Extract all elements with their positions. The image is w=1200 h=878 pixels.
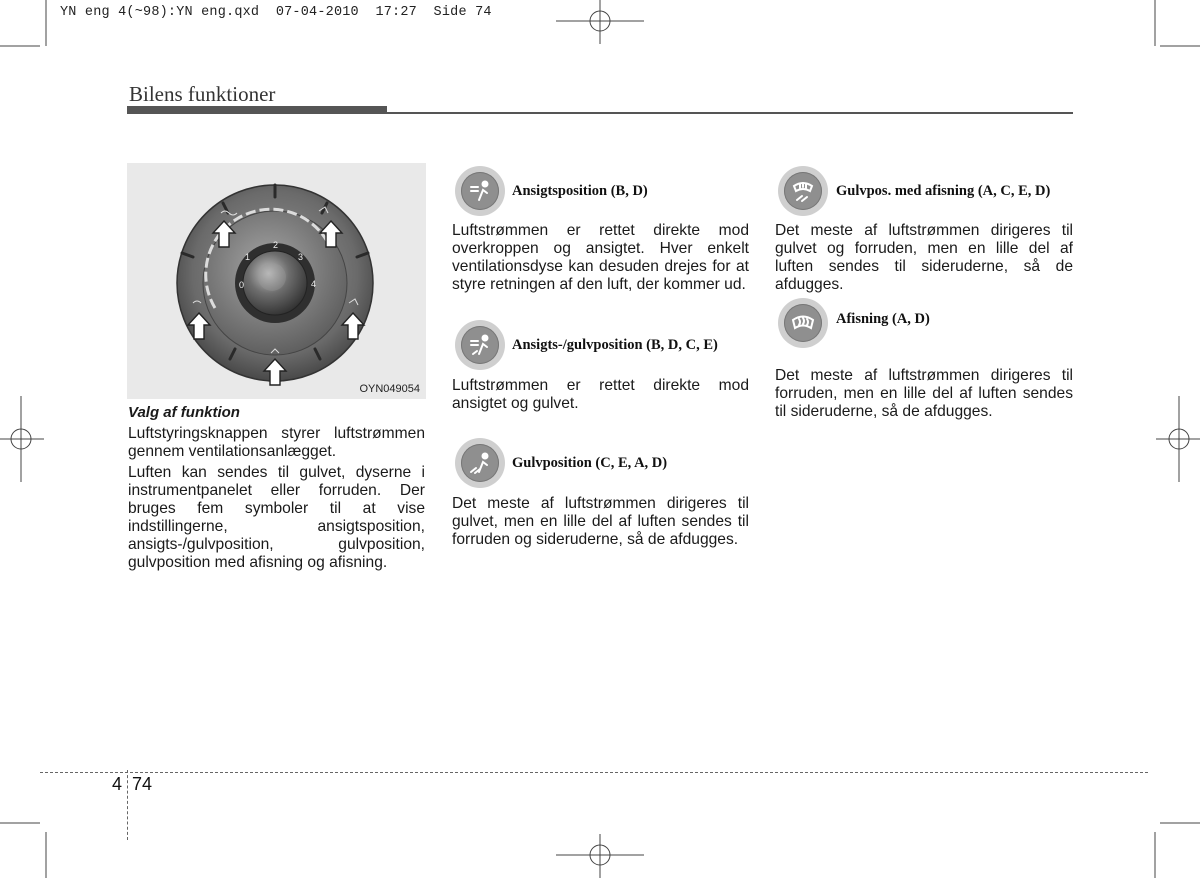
dial-number-2: 2 — [273, 240, 279, 250]
floor-vent-icon — [467, 450, 493, 476]
text-ansigtsposition: Luftstrømmen er rettet direkte mod overkroppen og ansigtet. Hver enkelt ventilationsdyse kan desuden drejes for at styre retningen af den luft, der kommer ud. — [452, 222, 749, 293]
dial-number-3: 3 — [298, 252, 304, 262]
text-gulvposition: Det meste af luftstrømmen dirigeres til gulvet, men en lille del af luften sendes til forruden og sideruderne, så de afdugges. — [452, 495, 749, 548]
title-rule-thick — [127, 106, 387, 114]
dial-number-4: 4 — [311, 279, 317, 289]
floor-vent-badge — [455, 438, 505, 488]
face-floor-vent-badge — [455, 320, 505, 370]
airflow-dial-figure — [127, 163, 426, 399]
text-ansigts-gulvposition: Luftstrømmen er rettet direkte mod ansigtet og gulvet. — [452, 377, 749, 412]
print-header: YN eng 4(~98):YN eng.qxd 07-04-2010 17:27 Side 74 — [60, 5, 492, 20]
floor-defrost-badge — [778, 166, 828, 216]
figure-caption: OYN049054 — [359, 383, 420, 395]
footer-rule — [40, 772, 1148, 773]
heading-afisning: Afisning (A, D) — [836, 311, 930, 327]
col1-paragraph-1: Luftstyringsknappen styrer luftstrømmen gennem ventilationsanlægget. — [128, 425, 425, 460]
page-number-separator — [127, 770, 129, 840]
section-title: Bilens funktioner — [129, 82, 276, 106]
text-gulvpos-afisning: Det meste af luftstrømmen dirigeres til gulvet og forruden, men en lille del af luften sendes til sideruderne, så de afdugges. — [775, 222, 1073, 293]
defrost-badge — [778, 298, 828, 348]
column-1 — [128, 404, 425, 572]
text-afisning: Det meste af luftstrømmen dirigeres til forruden, men en lille del af luften sendes til sideruderne, så de afdugges. — [775, 367, 1073, 420]
dial-number-1: 1 — [245, 252, 251, 262]
title-rule-thin — [387, 112, 1073, 114]
defrost-icon — [790, 310, 816, 336]
heading-ansigtsposition: Ansigtsposition (B, D) — [512, 183, 648, 199]
airflow-dial-illustration — [127, 163, 426, 399]
heading-gulvpos-afisning: Gulvpos. med afisning (A, C, E, D) — [836, 183, 1051, 199]
face-floor-vent-icon — [467, 332, 493, 358]
heading-ansigts-gulvposition: Ansigts-/gulvposition (B, D, C, E) — [512, 337, 718, 353]
page-number: 74 — [132, 774, 153, 794]
face-vent-badge — [455, 166, 505, 216]
face-vent-icon — [467, 178, 493, 204]
floor-defrost-icon — [790, 178, 816, 204]
col1-paragraph-2: Luften kan sendes til gulvet, dyserne i instrumentpanelet eller forruden. Der bruges fem symboler til at vise indstillingerne, ansigtsposition, ansigts-/gulvposition, gulvposition, gulvposition med afisning og afisning. — [128, 464, 425, 571]
chapter-number: 4 — [112, 774, 123, 794]
heading-gulvposition: Gulvposition (C, E, A, D) — [512, 455, 668, 471]
dial-number-0: 0 — [239, 280, 245, 290]
subheading-valg-af-funktion: Valg af funktion — [128, 404, 240, 421]
